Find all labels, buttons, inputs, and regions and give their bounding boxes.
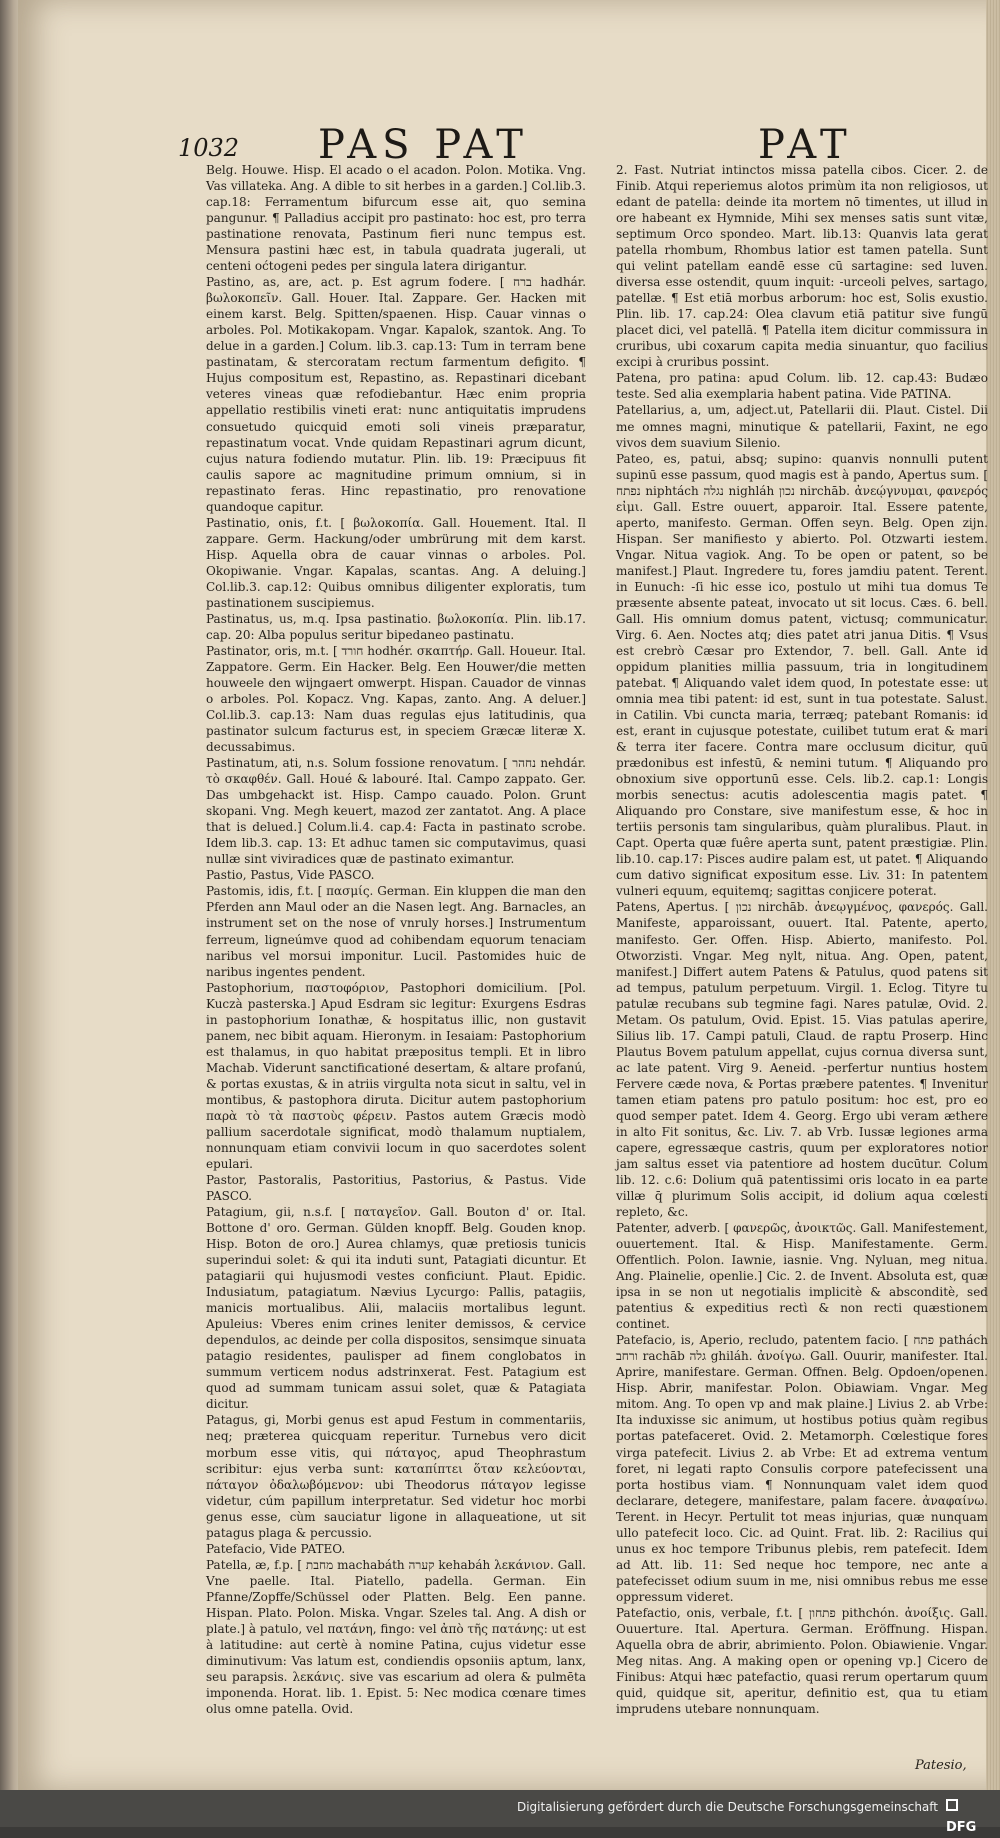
dictionary-entry: Pastomis, idis, f.t. [ πασμίς. German. Ein kluppen die man den Pferden ann Maul oder an die Nasen legt. Ang. Barnacles, an instrument set on the nose of vnruly horses.] Instrumentum ferreum, ligneúmve quod ad cohibendam equorum tenaciam naribus vel morsui imponitur. Lucil. Pastomides huic de naribus ingentes pendent. (206, 884, 586, 979)
left-text-column (206, 162, 586, 1717)
dictionary-entry: Pastinator, oris, m.t. [ חורד hodhér. σκαπτήρ. Gall. Houeur. Ital. Zappatore. Germ. Ein Hacker. Belg. Een Houwer/die metten houweele den wijngaert omwerpt. Hispan. Cauador de vinnas o arboles. Pol. Kopacz. Vng. Kapas, zanto. Ang. A deluer.] Col.lib.3. cap.13: Nam duas regulas ejus latitudinis, qua pastinator sulcum facturus est, in speciem Græcæ literæ X. decussabimus. (206, 643, 586, 755)
dictionary-entry: Pastinatum, ati, n.s. Solum fossione renovatum. [ נחהר nehdár. τὸ σκαφθέν. Gall. Houé & labouré. Ital. Campo zappato. Ger. Das umbgehackt ist. Hisp. Campo cauado. Polon. Grunt skopani. Vng. Megh keuert, mazod zer zantatot. Ang. A place that is delued.] Colum.li.4. cap.4: Facta in pastinato scrobe. Idem lib.3. cap. 13: Et adhuc tamen sic computavimus, quasi nullæ sint viviradices quæ de pastinato eximantur. (206, 756, 586, 867)
dictionary-entry: Pastinatio, onis, f.t. [ βωλοκοπία. Gall. Houement. Ital. Il zappare. Germ. Hackung/oder umbrürung mit dem karst. Hisp. Aquella obra de cauar vinnas o arboles. Pol. Okopiwanie. Vngar. Kapalas, scantas. Ang. A deluing.] Col.lib.3. cap.12: Quibus omnibus diligenter exploratis, tum pastinationem suscipiemus. (206, 515, 586, 610)
book-page (18, 0, 1000, 1790)
dfg-logo (946, 1798, 990, 1835)
dfg-logo-icon (946, 1799, 958, 1811)
catchword: Patesio, (915, 1758, 967, 1773)
running-head-right: PAT (758, 122, 853, 168)
dictionary-entry: Pastinatus, us, m.q. Ipsa pastinatio. βωλοκοπία. Plin. lib.17. cap. 20: Alba populus seritur bipedaneo pastinatu. (206, 611, 586, 642)
dictionary-entry: Patagus, gi, Morbi genus est apud Festum in commentariis, neq; præterea quicquam reperitur. Turnebus vero dicit morbum esse vitis, qui πάταγος, apud Theophrastum scribitur: ejus verba sunt: καταπίπτει ὅταν κελεύονται, πάταγον ὀδαλωβόμενον: ubi Theodorus πάταγον legisse videtur, cúm papillum interpretatur. Sed videtur hoc morbi genus esse, cùm sauciatur ligone in allaqueatione, ut sit patagus plaga & percussio. (206, 1413, 586, 1540)
page-fore-edge (986, 0, 1000, 1790)
dictionary-entry: Patens, Apertus. [ נכון nirchāb. ἀνεῳγμένος, φανερός. Gall. Manifeste, apparoissant, ouuert. Ital. Patente, aperto, manifesto. Ger. Offen. Hisp. Abierto, manifesto. Pol. Otworzisti. Vngar. Meg nylt, nitua. Ang. Open, patent, manifest.] Differt autem Patens & Patulus, quod patens sit ad tempus, patulum perpetuum. Virgil. 1. Eclog. Tityre tu patulæ recubans sub tegmine fagi. Nares patulæ, Ovid. 2. Metam. Os patulum, Ovid. Epist. 15. Vias patulas aperire, Silius lib. 17. Campi patuli, Claud. de raptu Proserp. Hinc Plautus Bovem patulum appellat, cujus cornua diversa sunt, ac late patent. Virg 9. Aeneid. -perfertur nuntius hostem Fervere cæde nova, & Portas præbere patentes. ¶ Invenitur tamen etiam patens pro patulo positum: hoc est, pro eo quod semper patet. Idem 4. Georg. Ergo ubi veram æthere in alto Fit sonitus, &c. Liv. 7. ab Vrb. Iussæ legiones arma capere, egressæque castris, quum per exploratores notior jam saltus esset via patentiore ad hostem ducūtur. Colum lib. 12. c.6: Dolium quā patentissimi oris locato in ea parte villæ q̄ plurimum Solis accipit, id dolium aqua cœlesti repleto, &c. (616, 900, 988, 1220)
right-text-column (616, 162, 988, 1717)
digitization-footer (0, 1790, 1000, 1835)
dictionary-entry: Patenter, adverb. [ φανερῶς, ἀνοικτῶς. Gall. Manifestement, ouuertement. Ital. & Hisp. Manifestamente. Germ. Offentlich. Polon. Iawnie, iasnie. Vng. Nyluan, meg nitua. Ang. Plainelie, openlie.] Cic. 2. de Invent. Absoluta est, quæ ipsa in se non ut negotialis implicitè & absconditè, sed patentius & expeditius rectì & non recti quæstionem continet. (616, 1221, 988, 1332)
dictionary-entry: Pastino, as, are, act. p. Est agrum fodere. [ ברח hadhár. βωλοκοπεῖν. Gall. Houer. Ital. Zappare. Ger. Hacken mit einem karst. Belg. Spitten/spaenen. Hisp. Cauar vinnas o arboles. Pol. Motikakopam. Vngar. Kapalok, szantok. Ang. To delue in a garden.] Colum. lib.3. cap.13: Tum in terram bene pastinatam, & stercoratam rectum farmentum defigito. ¶ Hujus compositum est, Repastino, as. Repastinari dicebant veteres vineas quæ refodiebantur. Hæc enim propria appellatio restibilis vineti erat: nunc antiquitatis imprudens consuetudo quicquid emoti soli vineis præparatur, repastinatum vocat. Vnde quidam Repastinari agrum dicunt, cujus natura fodiendo mutatur. Plin. lib. 19: Præcipuus fit caulis sapore ac magnitudine primum omnium, si in repastinato feras. Hinc repastinatio, pro renovatione quandoque capitur. (206, 275, 587, 514)
dictionary-entry: Belg. Houwe. Hisp. El acado o el acadon. Polon. Motika. Vng. Vas villateka. Ang. A dible to sit herbes in a garden.] Col.lib.3. cap.18: Ferramentum bifurcum esse ait, quo semina pangunur. ¶ Palladius accipit pro pastinato: hoc est, pro terra pastinatione renovata, Pastinum fieri nunc tempus est. Mensura pastini hæc est, in tabula quadrata jugerali, ut centeni oćtogeni pedes per singula latera dirigantur. (206, 163, 586, 274)
dictionary-entry: Pastor, Pastoralis, Pastoritius, Pastorius, & Pastus. Vide PASCO. (206, 1172, 586, 1203)
page-number: 1032 (178, 134, 240, 162)
dictionary-entry: Patefacio, Vide PATEO. (206, 1541, 346, 1556)
dictionary-entry: Patella, æ, f.p. [ מחבת machabáth קערה kehabáh λεκάνιον. Gall. Vne paelle. Ital. Piatello, padella. German. Ein Pfanne/Zopffe/Schüssel oder Platten. Belg. Een panne. Hispan. Plato. Polon. Miska. Vngar. Szeles tal. Ang. A dish or plate.] à patulo, vel πατάνη, fingo: vel ἀπὸ τῆς πατάνης: ut est à latitudine: aut certè à nomine Patina, cujus videtur esse diminutivum: Vas latum est, condiendis opsoniis aptum, lanx, seu parapsis. λεκάνις. sive vas escarium ad olera & pulmēta imponenda. Horat. lib. 1. Epist. 5: Nec modica cœnare times olus omne patella. Ovid. (206, 1557, 586, 1716)
dictionary-entry: Patagium, gii, n.s.f. [ παταγεῖον. Gall. Bouton d' or. Ital. Bottone d' oro. German. Gülden knopff. Belg. Gouden knop. Hisp. Boton de oro.] Aurea chlamys, quæ pretiosis tunicis superindui solet: & qui ita induti sunt, Patagiati dicuntur. Et patagiarii qui hujusmodi vestes conficiunt. Plaut. Epidic. Indusiatum, patagiatum. Nævius Lycurgo: Pallis, patagiis, manicis mortualibus. Alii, malaciis mortalibus legunt. Apuleius: Vberes enim crines leniter demissos, & cervice dependulos, ac deinde per colla dispositos, sensimque sinuata patagio residentes, paulisper ad finem conglobatos in summum verticem nodus adstrinxerat. Fest. Patagium est quod ad summam tunicam assui solet, quæ & Patagiata dicitur. (206, 1205, 586, 1412)
dictionary-entry: Patellarius, a, um, adject.ut, Patellarii dii. Plaut. Cistel. Dii me omnes magni, minutique & patellarii, Faxint, ne ego vivos dem suavium Silenio. (616, 403, 988, 450)
dictionary-entry: Pastophorium, παστοφόριον, Pastophori domicilium. [Pol. Kuczà pasterska.] Apud Esdram sic legitur: Exurgens Esdras in pastophorium Ionathæ, & hospitatus illic, non gustavit panem, nec bibit aquam. Hieronym. in Iesaiam: Pastophorium est thalamus, in quo habitat præpositus templi. Et in libro Machab. Viderunt sanctificationé desertam, & altare profanú, & portas exustas, & in atriis virgulta nota sicut in saltu, vel in montibus, & pastophora diruta. Dicitur autem pastophorium παρὰ τὸ τὰ παστοὺς φέρειν. Pastos autem Græcis modò pallium sacerdotale significat, modò thalamum nuptialem, nonnunquam etiam convivii locum in quo sacerdotes solent epulari. (206, 980, 586, 1171)
dictionary-entry: Pastio, Pastus, Vide PASCO. (206, 868, 375, 883)
dfg-logo-text: DFG (946, 1820, 977, 1835)
running-head-left: PAS PAT (318, 122, 529, 168)
dictionary-entry: Patefacio, is, Aperio, recludo, patentem facio. [ פתח pathách ורחב rachāb גלה ghiláh. ἀνοίγω. Gall. Ouurir, manifester. Ital. Aprire, manifestare. German. Offnen. Belg. Opdoen/openen. Hisp. Abrir, manifestar. Polon. Obiawiam. Vngar. Meg mitom. Ang. To open vp and mak plaine.] Livius 2. ab Vrbe: Ita induxisse sic animum, ut hostibus potius quàm regibus portas patefaceret. Ovid. 2. Metamorph. Cœlestique fores virga patefecit. Livius 2. ab Vrbe: Et ad extrema ventum foret, ni legati rapto Consulis corpore patefecissent una porta hostibus viam. ¶ Nonnunquam valet idem quod declarare, detegere, manifestare, palam facere. ἀναφαίνω. Terent. in Hecyr. Pertulit tot meas injurias, quæ nunquam ullo patefecit loco. Cic. ad Quint. Frat. lib. 2: Racilius qui unus ex hoc tempore Tribunus plebis, rem patefecit. Idem ad Att. lib. 11: Sed neque hoc tempore, nec ante a patefecisset odium suum in me, nisi omnibus rebus me esse oppressum videret. (616, 1333, 988, 1604)
dictionary-entry: Patena, pro patina: apud Colum. lib. 12. cap.43: Budæo teste. Sed alia exemplaria habent patina. Vide PATINA. (616, 371, 988, 402)
running-head (18, 118, 1000, 168)
dictionary-entry: Patefactio, onis, verbale, f.t. [ פתחון pithchón. ἀνοίξις. Gall. Ouuerture. Ital. Apertura. German. Eröffnung. Hispan. Aquella obra de abrir, abrimiento. Polon. Obiawienie. Vngar. Meg nitas. Ang. A making open or opening vp.] Cicero de Finibus: Atqui hæc patefactio, quasi rerum opertarum quum quid, quidque sit, aperitur, definitio est, qua tu etiam imprudens utebare nonnunquam. (616, 1605, 988, 1716)
dictionary-entry: Pateo, es, patui, absq; supino: quanvis nonnulli putent supinū esse passum, quod magis est à pando, Apertus sum. [ נפתח niphtách נגלה nighláh נכון nirchāb. ἀνεῴγνυμαι, φανερός εἰμι. Gall. Estre ouuert, apparoir. Ital. Essere patente, aperto, manifesto. German. Offen seyn. Belg. Open zijn. Hispan. Ser manifiesto y abierto. Pol. Otzwarti iestem. Vngar. Nitua vagiok. Ang. To be open or patent, so be manifest.] Plaut. Ingredere tu, fores jamdiu patent. Terent. in Eunuch: -ſi hic esse ico, postulo ut mihi tua domus Te præsente absente pateat, invocato ut sit locus. Cæs. 6. bell. Gall. His omnium domus patent, victusq; communicatur. Virg. 6. Aen. Noctes atq; dies patet atri janua Ditis. ¶ Vsus est crebrò Cæsar pro Extendor, 7. bell. Gall. Ante id oppidum planities millia passuum, tria in longitudinem patebat. ¶ Aliquando valet idem quod, In potestate esse: ut omnia mea tibi patent: id est, sunt in tua potestate. Salust. in Catilin. Vbi cuncta maria, terræq; patebant Romanis: id est, erant in cujusque potestate, cuilibet tutum erat & mari & terra iter facere. Contra mare occlusum dicitur, quū prædonibus est infestū, & nemini tutum. ¶ Aliquando pro obnoxium sive opportunū esse. Cels. lib.2. cap.1: Longis morbis senectus: acutis adolescentia magis patet. ¶ Aliquando pro Constare, sive manifestum esse, & hoc in tertiis personis tam singularibus, quàm pluralibus. Plaut. in Capt. Operta quæ fuêre aperta sunt, patent præstigiæ. Plin. lib.10. cap.17: Pisces audire palam est, ut patet. ¶ Aliquando cum dativo significat expositum esse. Liv. 31: In patentem vulneri equum, equitemq; sagittas conjicere poterat. (616, 451, 988, 899)
footer-credit: Digitalisierung gefördert durch die Deutsche Forschungsgemeinschaft (516, 1800, 938, 1814)
dictionary-entry: 2. Fast. Nutriat intinctos missa patella cibos. Cicer. 2. de Finib. Atqui reperiemus alotos primùm ita non religiosos, ut edant de patella: deinde ita mortem nō timentes, ut illud in ore habeant ex Hymnide, Mihi sex menses satis sunt vitæ, septimum Orco spondeo. Mart. lib.13: Quanvis lata gerat patella rhombum, Rhombus latior est tamen patella. Sunt qui velint patellam eandē esse cū sartagine: sed luven. diversa esse ostendit, quum inquit: -urceoli pelves, sartago, patellæ. ¶ Est etiā morbus arborum: hoc est, Solis exustio. Plin. lib. 17. cap.24: Olea clavum etiā patitur sive fungū placet dici, vel patellā. ¶ Patella item dicitur commissura in cruribus, ubi coxarum capita media sinuantur, quo facilius excipi à cruribus possint. (616, 163, 988, 370)
